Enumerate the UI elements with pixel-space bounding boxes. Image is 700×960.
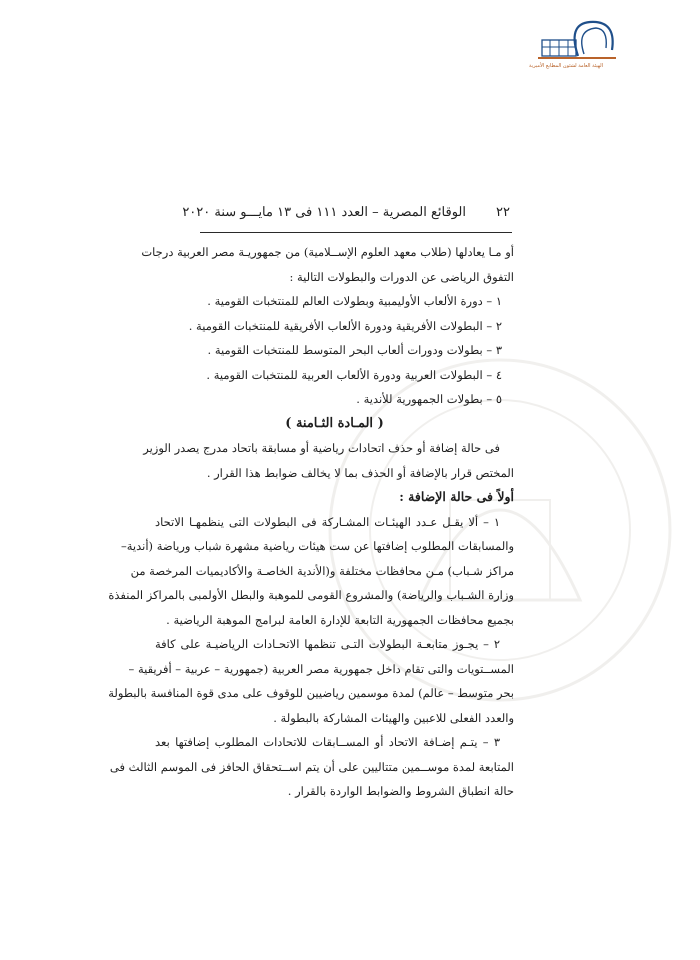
gazette-header (182, 205, 510, 227)
ministry-logo (508, 16, 624, 78)
page-number: ٢٢ (496, 205, 510, 220)
section-subheading: أولاً فى حالة الإضافة : (399, 489, 514, 504)
clause-line: حالة انطباق الشروط والضوابط الواردة بالقرار . (287, 784, 514, 798)
logo-emblem-icon (508, 16, 624, 64)
paragraph-line: فى حالة إضافة أو حذف اتحادات رياضية أو مسابقة باتحاد مدرج يصدر الوزير (143, 441, 500, 455)
clause-line: المتابعة لمدة موســمين متتاليين على أن يتم اســتحقاق الحافز فى الموسم الثالث فى (109, 759, 514, 774)
gazette-title: الوقائع المصرية – العدد ١١١ فى ١٣ مايـــو سنة ٢٠٢٠ (182, 205, 466, 220)
clause-line: والمسابقات المطلوب إضافتها عن ست هيئات رياضية مشهرة شباب ورياضة (أندية– (121, 539, 514, 553)
championship-item: ٢ – البطولات الأفريقية ودورة الألعاب الأفريقية للمنتخبات القومية . (188, 318, 502, 333)
clause-line: مراكز شـباب) مـن محافظات مختلفة و(الأندية الخاصـة والأكاديميات المرخصة من (130, 563, 514, 578)
clause-line: المســتويات والتى تقام داخل جمهورية مصر العربية (جمهورية – عربية – أفريقية – (128, 661, 514, 676)
header-rule (200, 232, 512, 233)
document-body (108, 240, 514, 804)
clause-line: ١ – ألا يقـل عـدد الهيئـات المشـاركة فى البطولات التى ينظمهـا الاتحاد (155, 514, 500, 529)
logo-caption: الهيئة العامة لشئون المطابع الأميرية (529, 63, 603, 69)
championship-item: ٣ – بطولات ودورات ألعاب البحر المتوسط للمنتخبات القومية . (207, 343, 502, 357)
championship-item: ١ – دورة الألعاب الأوليمبية وبطولات العالم للمنتخبات القومية . (207, 294, 502, 308)
clause-line: بحر متوسط – عالم) لمدة موسمين رياضيين للوقوف على مدى قوة المنافسة بالبطولة (108, 686, 514, 700)
championship-item: ٥ – بطولات الجمهورية للأندية . (356, 392, 502, 406)
intro-line: التفوق الرياضى عن الدورات والبطولات التالية : (289, 269, 514, 284)
clause-line: وزارة الشـباب والرياضة) والمشروع القومى للموهبة والبطل الأولمبى بالمراكز المنفذة (108, 588, 514, 602)
intro-line: أو مـا يعادلها (طلاب معهد العلوم الإســلامية) من جمهوريـة مصر العربية درجات (141, 245, 514, 259)
clause-line: والعدد الفعلى للاعبين والهيئات المشاركة بالبطولة . (273, 710, 514, 725)
paragraph-line: المختص قرار بالإضافة أو الحذف بما لا يخالف ضوابط هذا القرار . (206, 465, 514, 480)
clause-line: بجميع محافظات الجمهورية التابعة للإدارة العامة لبرامج الموهبة الرياضية . (166, 612, 514, 627)
clause-line: ٣ – يتـم إضـافة الاتحاد أو المســابقات للاتحادات المطلوب إضافتها بعد (155, 735, 500, 749)
championship-item: ٤ – البطولات العربية ودورة الألعاب العربية للمنتخبات القومية . (206, 367, 502, 382)
clause-line: ٢ – يجـوز متابعـة البطولات التـى تنظمها الاتحـادات الرياضيـة على كافة (155, 637, 500, 651)
article-heading: ( المـادة الثـامنة ) (285, 415, 384, 431)
